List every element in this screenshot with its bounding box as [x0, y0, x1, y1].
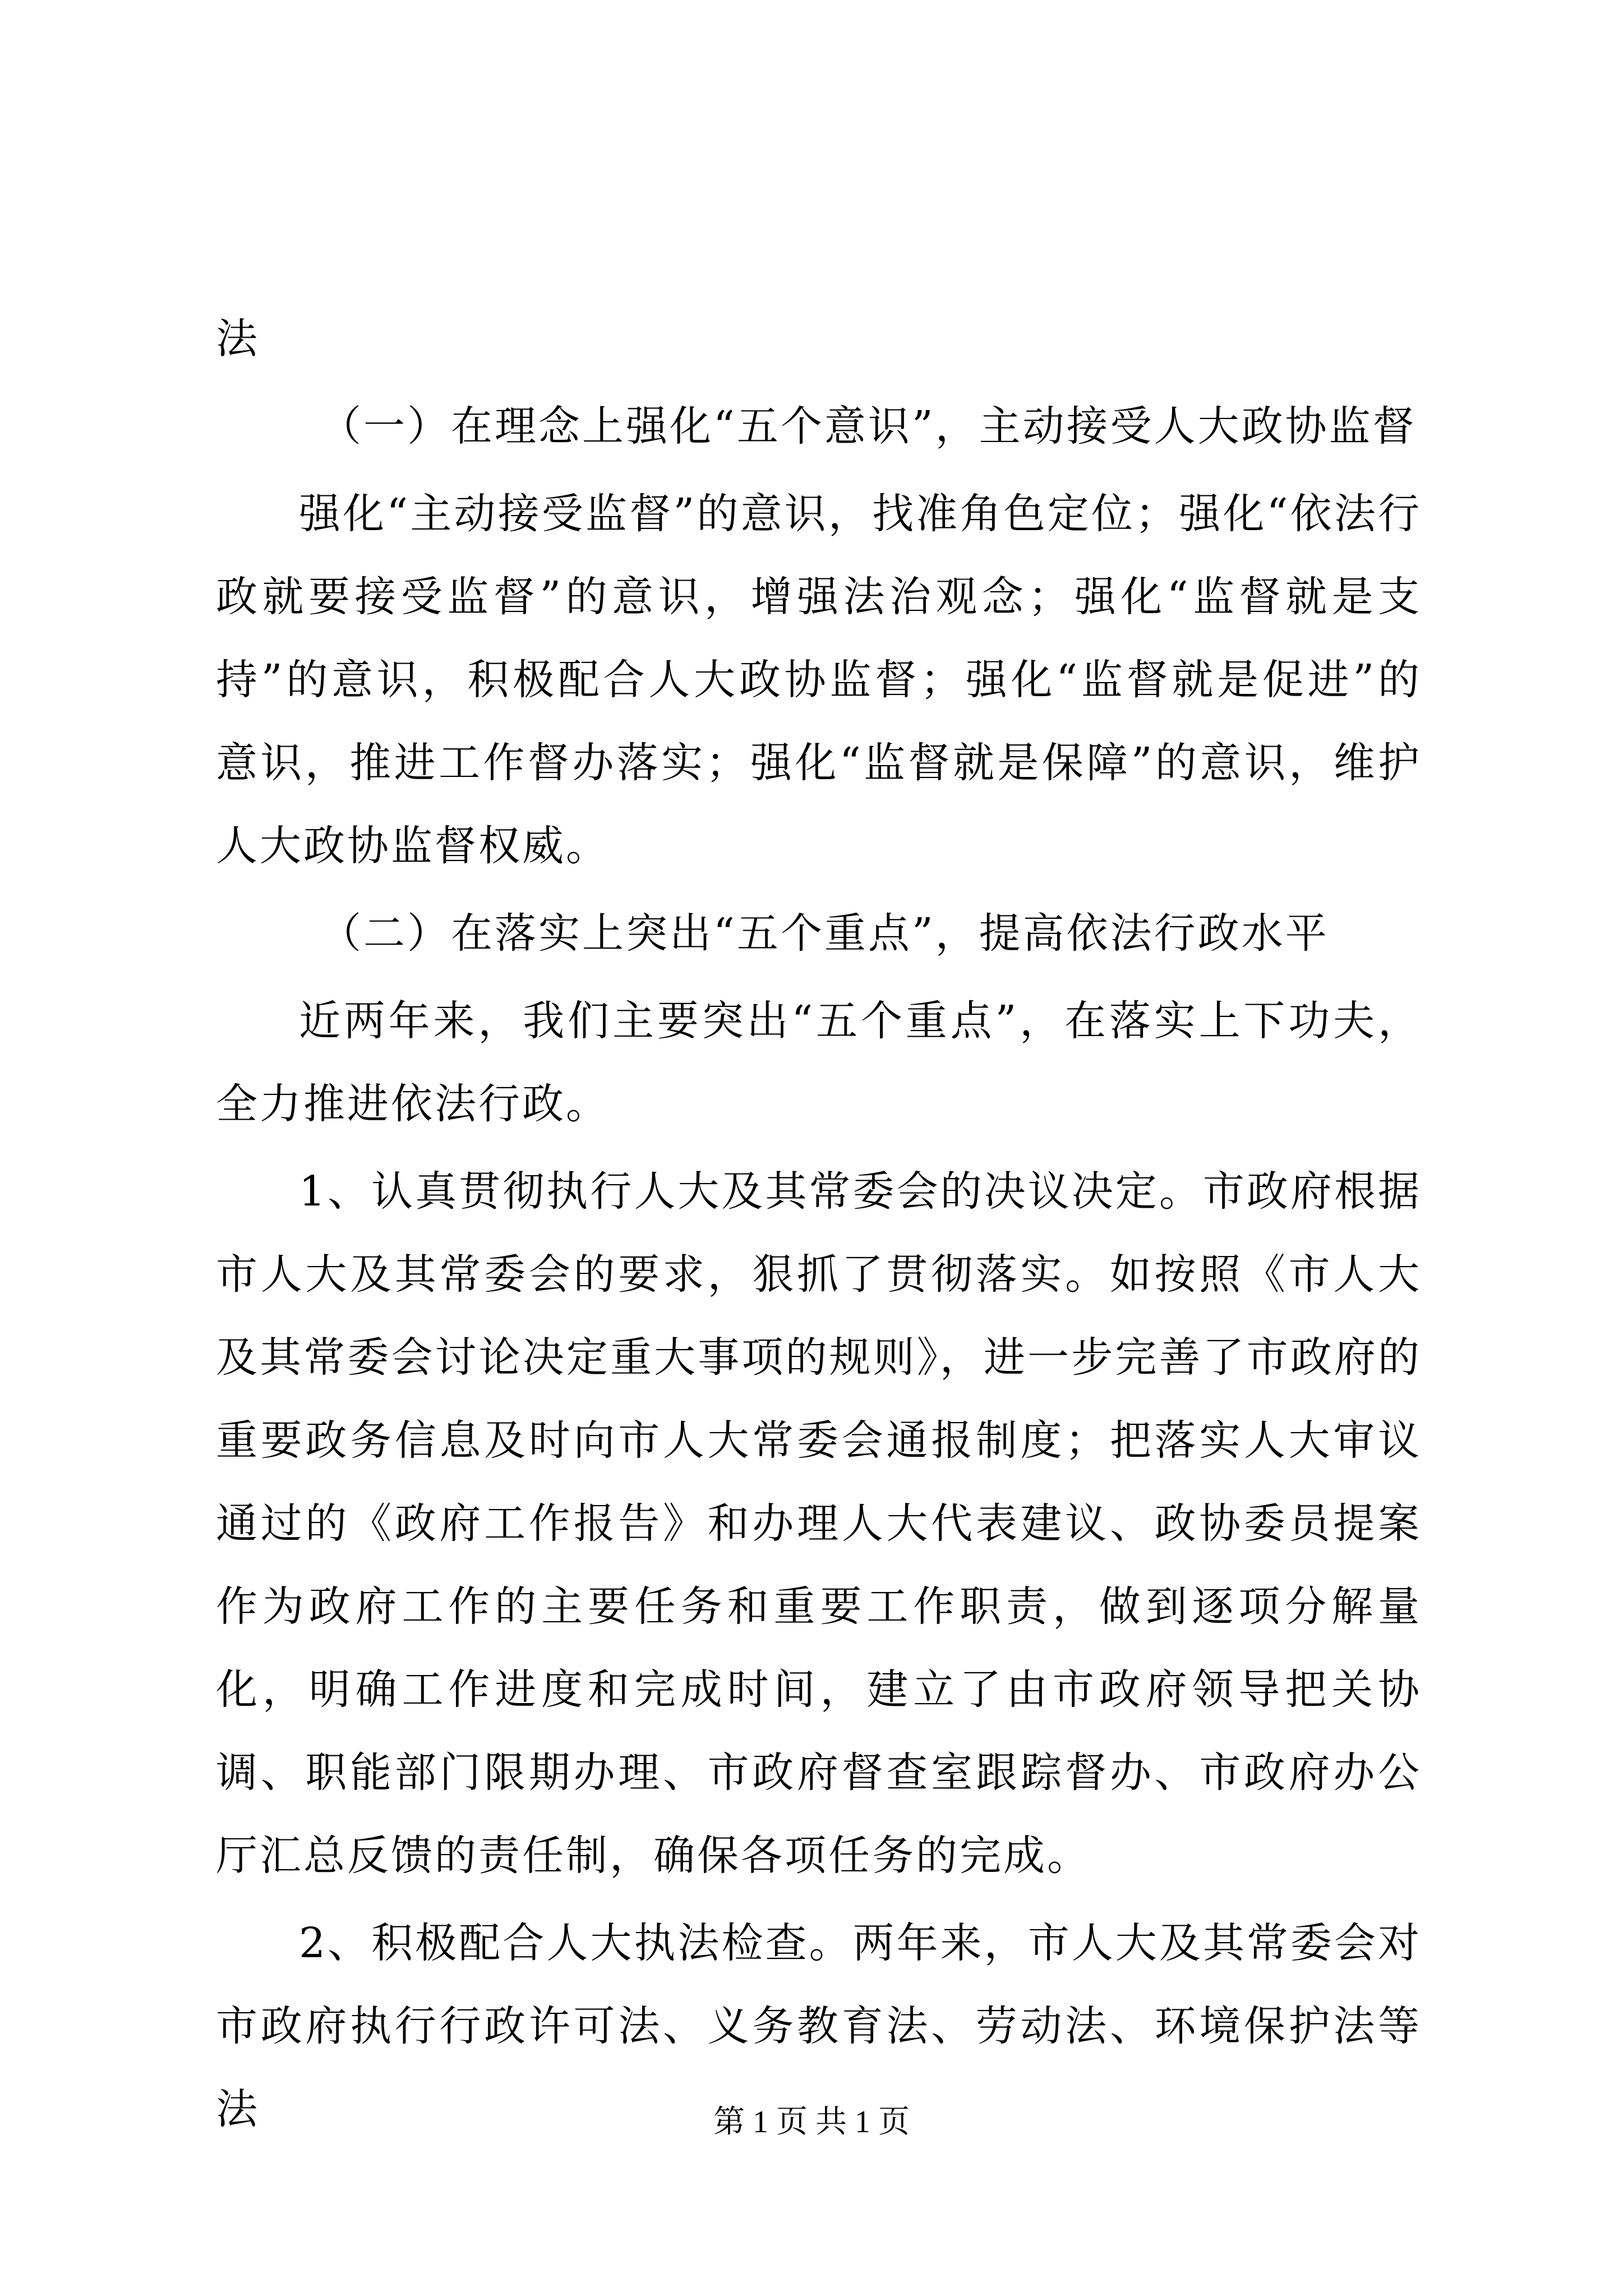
paragraph-body: 1、认真贯彻执行人大及其常委会的决议决定。市政府根据市人大及其常委会的要求，狠抓了贯彻落实。如按照《市人大及其常委会讨论决定重大事项的规则》，进一步完善了市政府的重要政务信息及时向市人大常委会通报制度；把落实人大审议通过的《政府工作报告》和办理人大代表建议、政协委员提案作为政府工作的主要任务和重要工作职责，做到逐项分解量化，明确工作进度和完成时间，建立了由市政府领导把关协调、职能部门限期办理、市政府督查室跟踪督办、市政府办公厅汇总反馈的责任制，确保各项任务的完成。 [216, 1167, 1422, 1880]
paragraph-body: 强化“主动接受监督”的意识，找准角色定位；强化“依法行政就要接受监督”的意识，增强法治观念；强化“监督就是支持”的意识，积极配合人大政协监督；强化“监督就是促进”的意识，推进工作督办落实；强化“监督就是保障”的意识，维护人大政协监督权威。 [216, 490, 1422, 870]
section-heading-2: （二）在落实上突出“五个重点”，提高依法行政水平 [320, 909, 1329, 958]
document-body [216, 297, 1422, 2151]
paragraph-continuation: 法 [216, 315, 260, 363]
paragraph-body: 近两年来，我们主要突出“五个重点”，在落实上下功夫，全力推进依法行政。 [216, 997, 1422, 1128]
paragraph-body: 2、积极配合人大执法检查。两年来，市人大及其常委会对市政府执行行政许可法、义务教育法、劳动法、环境保护法等法 [216, 1919, 1422, 2133]
page-footer: 第 1 页 共 1 页 [713, 2105, 910, 2139]
section-heading-1: （一）在理念上强化“五个意识”，主动接受人大政协监督 [320, 402, 1417, 450]
